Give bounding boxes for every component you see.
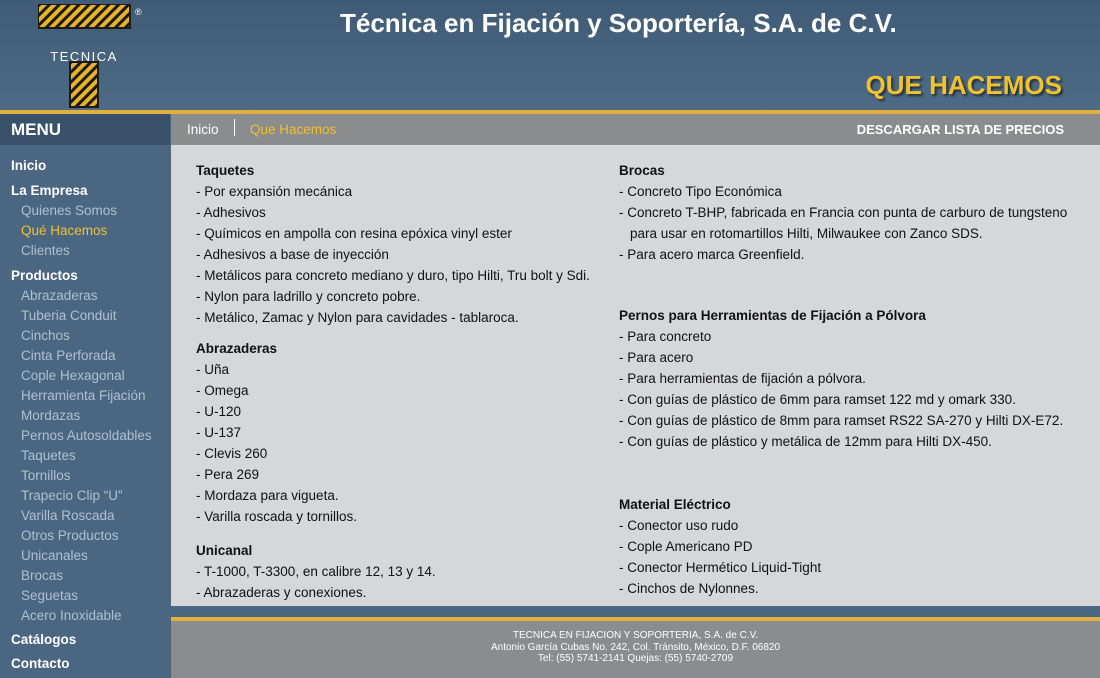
list-item: - Conector uso rudo xyxy=(619,518,739,533)
section-material-electrico xyxy=(619,494,1067,599)
footer-phone: Tel: (55) 5741-2141 Quejas: (55) 5740-2709 xyxy=(537,653,734,664)
list-item: - Para concreto xyxy=(619,329,712,344)
nav-acero-inoxidable[interactable]: Acero Inoxidable xyxy=(21,608,122,623)
nav-catalogos[interactable]: Catálogos xyxy=(11,632,77,647)
registered-mark: ® xyxy=(135,7,142,17)
breadcrumb xyxy=(171,114,1100,145)
breadcrumb-separator xyxy=(234,119,235,136)
nav-la-empresa[interactable]: La Empresa xyxy=(11,183,88,198)
download-price-list-link[interactable]: DESCARGAR LISTA DE PRECIOS xyxy=(856,122,1064,137)
breadcrumb-current: Que Hacemos xyxy=(250,122,337,137)
nav-quienes-somos[interactable]: Quienes Somos xyxy=(21,203,118,218)
section-title: Material Eléctrico xyxy=(619,497,731,512)
section-title: Taquetes xyxy=(196,163,255,178)
section-unicanal xyxy=(196,540,590,603)
list-item: - T-1000, T-3300, en calibre 12, 13 y 14. xyxy=(196,564,436,579)
list-item: - Pera 269 xyxy=(196,467,260,482)
list-item: - Para acero marca Greenfield. xyxy=(619,247,805,262)
section-brocas xyxy=(619,160,1067,265)
nav-otros-productos[interactable]: Otros Productos xyxy=(21,528,119,543)
list-item: - Nylon para ladrillo y concreto pobre. xyxy=(196,289,421,304)
list-item: - Para acero xyxy=(619,350,694,365)
list-item: - Abrazaderas y conexiones. xyxy=(196,585,367,600)
page-title: QUE HACEMOS xyxy=(865,70,1062,100)
list-item: - Clevis 260 xyxy=(196,446,268,461)
list-item: - Adhesivos a base de inyección xyxy=(196,247,389,262)
nav-trapecio-clip[interactable]: Trapecio Clip “U” xyxy=(21,488,123,503)
list-item: - Omega xyxy=(196,383,249,398)
nav-brocas[interactable]: Brocas xyxy=(21,568,64,583)
main-content xyxy=(171,145,1100,606)
list-item: - Metálico, Zamac y Nylon para cavidades - tablaroca. xyxy=(196,310,519,325)
sidebar xyxy=(0,114,170,678)
section-title: Abrazaderas xyxy=(196,341,278,356)
list-item: - Concreto Tipo Económica xyxy=(619,184,782,199)
list-item: para usar en rotomartillos Hilti, Milwaukee con Zanco SDS. xyxy=(630,226,983,241)
section-pernos xyxy=(619,305,1067,452)
list-item: - Con guías de plástico y metálica de 12mm para Hilti DX-450. xyxy=(619,434,992,449)
nav-clientes[interactable]: Clientes xyxy=(21,243,70,258)
list-item: - Uña xyxy=(196,362,230,377)
list-item: - Metálicos para concreto mediano y duro, tipo Hilti, Tru bolt y Sdi. xyxy=(196,268,590,283)
nav-mordazas[interactable]: Mordazas xyxy=(21,408,81,423)
footer-address: Antonio García Cubas No. 242, Col. Tránsito, México, D.F. 06820 xyxy=(490,641,781,653)
list-item: - Por expansión mecánica xyxy=(196,184,353,199)
nav-seguetas[interactable]: Seguetas xyxy=(21,588,79,603)
nav-que-hacemos[interactable]: Qué Hacemos xyxy=(21,223,108,238)
nav-taquetes[interactable]: Taquetes xyxy=(21,448,76,463)
nav-inicio[interactable]: Inicio xyxy=(11,158,47,173)
nav-herramienta-fijacion[interactable]: Herramienta Fijación xyxy=(21,388,146,403)
list-item: - Para herramientas de fijación a pólvora. xyxy=(619,371,866,386)
nav-productos[interactable]: Productos xyxy=(11,268,78,283)
logo-text: TECNICA xyxy=(50,49,118,64)
nav-tornillos[interactable]: Tornillos xyxy=(21,468,71,483)
list-item: - Cinchos de Nylonnes. xyxy=(619,581,759,596)
list-item: - Adhesivos xyxy=(196,205,266,220)
list-item: - Cople Americano PD xyxy=(619,539,753,554)
list-item: - Con guías de plástico de 6mm para ramset 122 md y omark 330. xyxy=(619,392,1016,407)
list-item: - Conector Hermético Liquid-Tight xyxy=(619,560,822,575)
right-column xyxy=(619,160,1067,599)
list-item: - Químicos en ampolla con resina epóxica vinyl ester xyxy=(196,226,512,241)
nav-tuberia-conduit[interactable]: Tuberia Conduit xyxy=(21,308,117,323)
nav-cinchos[interactable]: Cinchos xyxy=(21,328,70,343)
menu-bar xyxy=(0,114,170,145)
sidebar-nav xyxy=(0,156,170,674)
nav-cople-hexagonal[interactable]: Cople Hexagonal xyxy=(21,368,125,383)
nav-varilla-roscada[interactable]: Varilla Roscada xyxy=(21,508,115,523)
breadcrumb-home[interactable]: Inicio xyxy=(187,122,219,137)
site-title: Técnica en Fijación y Soportería, S.A. de C.V. xyxy=(340,8,897,38)
nav-cinta-perforada[interactable]: Cinta Perforada xyxy=(21,348,116,363)
nav-unicanales[interactable]: Unicanales xyxy=(21,548,88,563)
tecnica-logo[interactable] xyxy=(38,4,132,108)
section-taquetes xyxy=(196,160,590,328)
list-item: - Concreto T-BHP, fabricada en Francia con punta de carburo de tungsteno xyxy=(619,205,1068,220)
list-item: - Mordaza para vigueta. xyxy=(196,488,339,503)
section-abrazaderas xyxy=(196,338,590,527)
left-column xyxy=(196,160,590,617)
footer-company: TECNICA EN FIJACION Y SOPORTERIA, S.A. de C.V. xyxy=(512,630,759,641)
list-item: - U-137 xyxy=(196,425,242,440)
footer xyxy=(171,621,1100,678)
list-item: - Con guías de plástico de 8mm para ramset RS22 SA-270 y Hilti DX-E72. xyxy=(619,413,1064,428)
list-item: - U-120 xyxy=(196,404,242,419)
nav-abrazaderas[interactable]: Abrazaderas xyxy=(21,288,98,303)
nav-contacto[interactable]: Contacto xyxy=(11,656,70,671)
section-title: Brocas xyxy=(619,163,665,178)
header xyxy=(0,0,1100,110)
list-item: - Varilla roscada y tornillos. xyxy=(196,509,358,524)
menu-title: MENU xyxy=(11,120,62,139)
section-title: Unicanal xyxy=(196,543,253,558)
nav-pernos-autosoldables[interactable]: Pernos Autosoldables xyxy=(21,428,152,443)
section-title: Pernos para Herramientas de Fijación a Pólvora xyxy=(619,308,926,323)
